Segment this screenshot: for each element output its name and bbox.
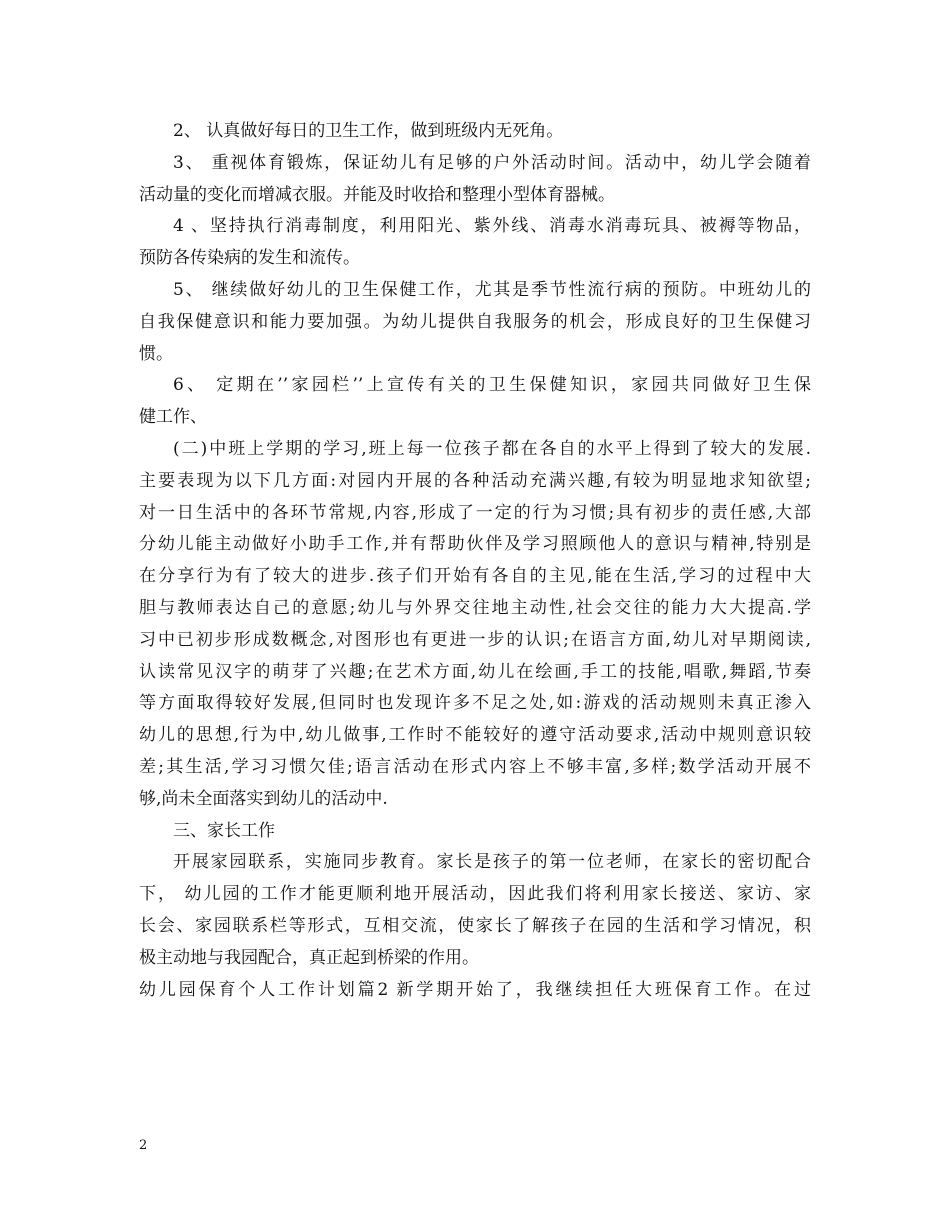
text-line: 对一日生活中的各环节常规,内容,形成了一定的行为习惯;具有初步的责任感,大部 — [139, 502, 811, 523]
text-line: 2、 认真做好每日的卫生工作，做到班级内无死角。 — [173, 121, 564, 141]
text-line: 极主动地与我园配合，真正起到桥梁的作用。 — [139, 947, 479, 968]
text-line: 在分享行为有了较大的进步.孩子们开始有各自的主见,能在生活,学习的过程中大 — [139, 566, 811, 587]
text-line: 主要表现为以下几方面:对园内开展的各种活动充满兴趣,有较为明显地求知欲望; — [139, 470, 811, 491]
page-number: 2 — [139, 1138, 148, 1153]
section-heading: 三、家长工作 — [173, 820, 275, 841]
text-line: 4 、坚持执行消毒制度，利用阳光、紫外线、消毒水消毒玩具、被褥等物品， — [173, 216, 811, 237]
text-line: 5、 继续做好幼儿的卫生保健工作，尤其是季节性流行病的预防。中班幼儿的 — [173, 279, 811, 300]
text-line: 够,尚未全面落实到幼儿的活动中. — [139, 788, 388, 809]
text-line: 预防各传染病的发生和流传。 — [139, 248, 360, 269]
text-line: 6、 定期在’’家园栏’’上宣传有关的卫生保健知识，家园共同做好卫生保 — [173, 375, 811, 396]
text-line: 习中已初步形成数概念,对图形也有更进一步的认识;在语言方面,幼儿对早期阅读, — [139, 629, 811, 650]
text-line: 健工作、 — [139, 407, 207, 428]
document-body — [139, 116, 811, 1006]
text-line: 幼儿园保育个人工作计划篇2 新学期开始了，我继续担任大班保育工作。在过 — [139, 979, 811, 1000]
text-line: 下， 幼儿园的工作才能更顺利地开展活动，因此我们将利用家长接送、家访、家 — [139, 884, 811, 905]
text-line: 惯。 — [139, 343, 173, 364]
text-line: 等方面取得较好发展,但同时也发现许多不足之处,如:游戏的活动规则未真正渗入 — [139, 693, 811, 714]
text-line: (二)中班上学期的学习,班上每一位孩子都在各自的水平上得到了较大的发展. — [173, 438, 811, 459]
text-line: 开展家园联系，实施同步教育。家长是孩子的第一位老师，在家长的密切配合 — [173, 852, 811, 873]
text-line: 差;其生活,学习习惯欠佳;语言活动在形式内容上不够丰富,多样;数学活动开展不 — [139, 756, 811, 777]
text-line: 分幼儿能主动做好小助手工作,并有帮助伙伴及学习照顾他人的意识与精神,特别是 — [139, 534, 811, 555]
text-line: 幼儿的思想,行为中,幼儿做事,工作时不能较好的遵守活动要求,活动中规则意识较 — [139, 725, 811, 746]
text-line: 认读常见汉字的萌芽了兴趣;在艺术方面,幼儿在绘画,手工的技能,唱歌,舞蹈,节奏 — [139, 661, 811, 682]
text-line: 胆与教师表达自己的意愿;幼儿与外界交往地主动性,社会交往的能力大大提高.学 — [139, 597, 811, 618]
text-line: 3、 重视体育锻炼，保证幼儿有足够的户外活动时间。活动中，幼儿学会随着 — [173, 152, 811, 173]
text-line: 长会、家园联系栏等形式，互相交流，使家长了解孩子在园的生活和学习情况，积 — [139, 915, 811, 936]
text-line: 活动量的变化而增减衣服。并能及时收拾和整理小型体育器械。 — [139, 184, 615, 205]
text-line: 自我保健意识和能力要加强。为幼儿提供自我服务的机会，形成良好的卫生保健习 — [139, 311, 811, 332]
